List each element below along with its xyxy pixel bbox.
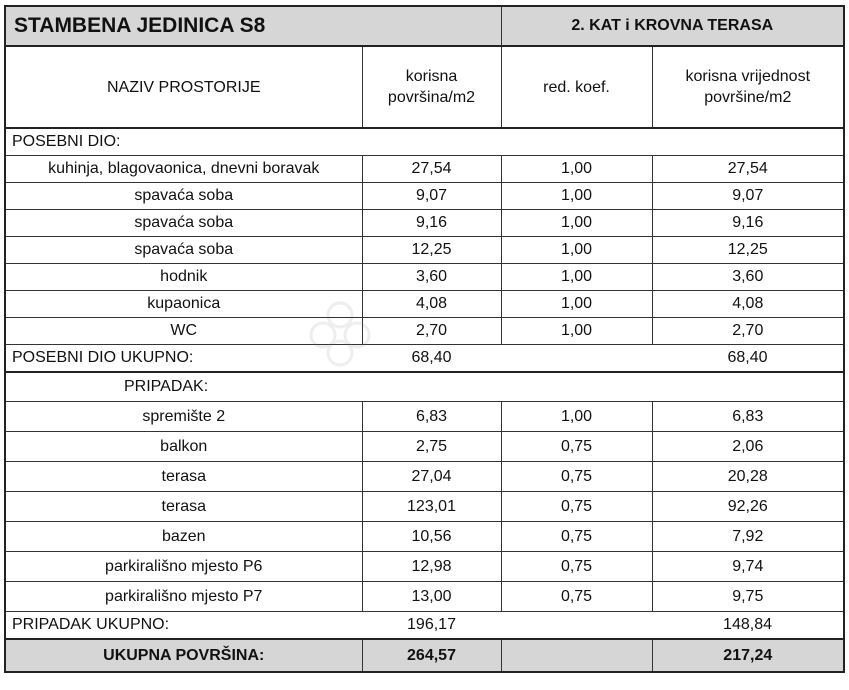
section-label: POSEBNI DIO: [5, 128, 362, 156]
table-row [5, 210, 844, 237]
usable-area: 13,00 [362, 582, 501, 612]
header-room-name: NAZIV PROSTORIJE [5, 46, 362, 128]
usable-area: 27,54 [362, 156, 501, 183]
section-posebni-header [5, 128, 844, 156]
usable-value: 92,26 [652, 492, 844, 522]
table-row [5, 318, 844, 345]
usable-value: 27,54 [652, 156, 844, 183]
coefficient: 1,00 [501, 210, 652, 237]
section-label: PRIPADAK: [5, 372, 362, 402]
total-value: 217,24 [652, 639, 844, 672]
room-name: spavaća soba [5, 210, 362, 237]
coefficient: 1,00 [501, 183, 652, 210]
table-row [5, 462, 844, 492]
usable-value: 2,70 [652, 318, 844, 345]
usable-value: 20,28 [652, 462, 844, 492]
usable-area: 2,70 [362, 318, 501, 345]
room-name: hodnik [5, 264, 362, 291]
coefficient: 0,75 [501, 492, 652, 522]
usable-area: 9,07 [362, 183, 501, 210]
subtotal-coef [501, 612, 652, 640]
grand-total-row [5, 639, 844, 672]
header-usable-value: korisna vrijednost površine/m2 [652, 46, 844, 128]
subtotal-value: 68,40 [652, 345, 844, 373]
usable-area: 123,01 [362, 492, 501, 522]
usable-area: 9,16 [362, 210, 501, 237]
posebni-subtotal-row [5, 345, 844, 373]
section-pripadak-header [5, 372, 844, 402]
floor-label: 2. KAT i KROVNA TERASA [501, 6, 844, 46]
header-row [5, 46, 844, 128]
room-name: parkirališno mjesto P6 [5, 552, 362, 582]
subtotal-area: 196,17 [362, 612, 501, 640]
table-row [5, 291, 844, 318]
usable-area: 12,98 [362, 552, 501, 582]
usable-value: 9,16 [652, 210, 844, 237]
usable-value: 6,83 [652, 402, 844, 432]
coefficient: 0,75 [501, 522, 652, 552]
coefficient: 1,00 [501, 318, 652, 345]
room-name: terasa [5, 462, 362, 492]
usable-area: 2,75 [362, 432, 501, 462]
subtotal-coef [501, 345, 652, 373]
title-row [5, 6, 844, 46]
room-name: terasa [5, 492, 362, 522]
subtotal-label: PRIPADAK UKUPNO: [5, 612, 362, 640]
usable-value: 7,92 [652, 522, 844, 552]
room-name: bazen [5, 522, 362, 552]
table-cell [652, 372, 844, 402]
area-table [4, 5, 845, 673]
subtotal-label: POSEBNI DIO UKUPNO: [5, 345, 362, 373]
table-row [5, 156, 844, 183]
room-name: spremište 2 [5, 402, 362, 432]
table-row [5, 432, 844, 462]
room-name: spavaća soba [5, 183, 362, 210]
subtotal-value: 148,84 [652, 612, 844, 640]
table-row [5, 582, 844, 612]
usable-area: 4,08 [362, 291, 501, 318]
usable-area: 3,60 [362, 264, 501, 291]
usable-area: 6,83 [362, 402, 501, 432]
room-name: kuhinja, blagovaonica, dnevni boravak [5, 156, 362, 183]
room-name: kupaonica [5, 291, 362, 318]
table-row [5, 183, 844, 210]
table-row [5, 237, 844, 264]
usable-value: 9,07 [652, 183, 844, 210]
coefficient: 1,00 [501, 402, 652, 432]
usable-value: 3,60 [652, 264, 844, 291]
usable-value: 12,25 [652, 237, 844, 264]
usable-value: 2,06 [652, 432, 844, 462]
usable-value: 4,08 [652, 291, 844, 318]
coefficient: 1,00 [501, 237, 652, 264]
usable-area: 27,04 [362, 462, 501, 492]
total-label: UKUPNA POVRŠINA: [5, 639, 362, 672]
subtotal-area: 68,40 [362, 345, 501, 373]
pripadak-subtotal-row [5, 612, 844, 640]
total-coef [501, 639, 652, 672]
room-name: WC [5, 318, 362, 345]
table-cell [362, 372, 501, 402]
header-coefficient: red. koef. [501, 46, 652, 128]
usable-value: 9,74 [652, 552, 844, 582]
table-row [5, 522, 844, 552]
usable-area: 10,56 [362, 522, 501, 552]
coefficient: 1,00 [501, 264, 652, 291]
total-area: 264,57 [362, 639, 501, 672]
room-name: balkon [5, 432, 362, 462]
table-row [5, 492, 844, 522]
room-name: parkirališno mjesto P7 [5, 582, 362, 612]
coefficient: 0,75 [501, 552, 652, 582]
usable-value: 9,75 [652, 582, 844, 612]
coefficient: 0,75 [501, 432, 652, 462]
usable-area: 12,25 [362, 237, 501, 264]
header-usable-area: korisna površina/m2 [362, 46, 501, 128]
table-row [5, 552, 844, 582]
coefficient: 1,00 [501, 291, 652, 318]
coefficient: 0,75 [501, 582, 652, 612]
room-name: spavaća soba [5, 237, 362, 264]
coefficient: 1,00 [501, 156, 652, 183]
unit-title: STAMBENA JEDINICA S8 [5, 6, 501, 46]
table-row [5, 402, 844, 432]
coefficient: 0,75 [501, 462, 652, 492]
table-row [5, 264, 844, 291]
table-cell [501, 372, 652, 402]
